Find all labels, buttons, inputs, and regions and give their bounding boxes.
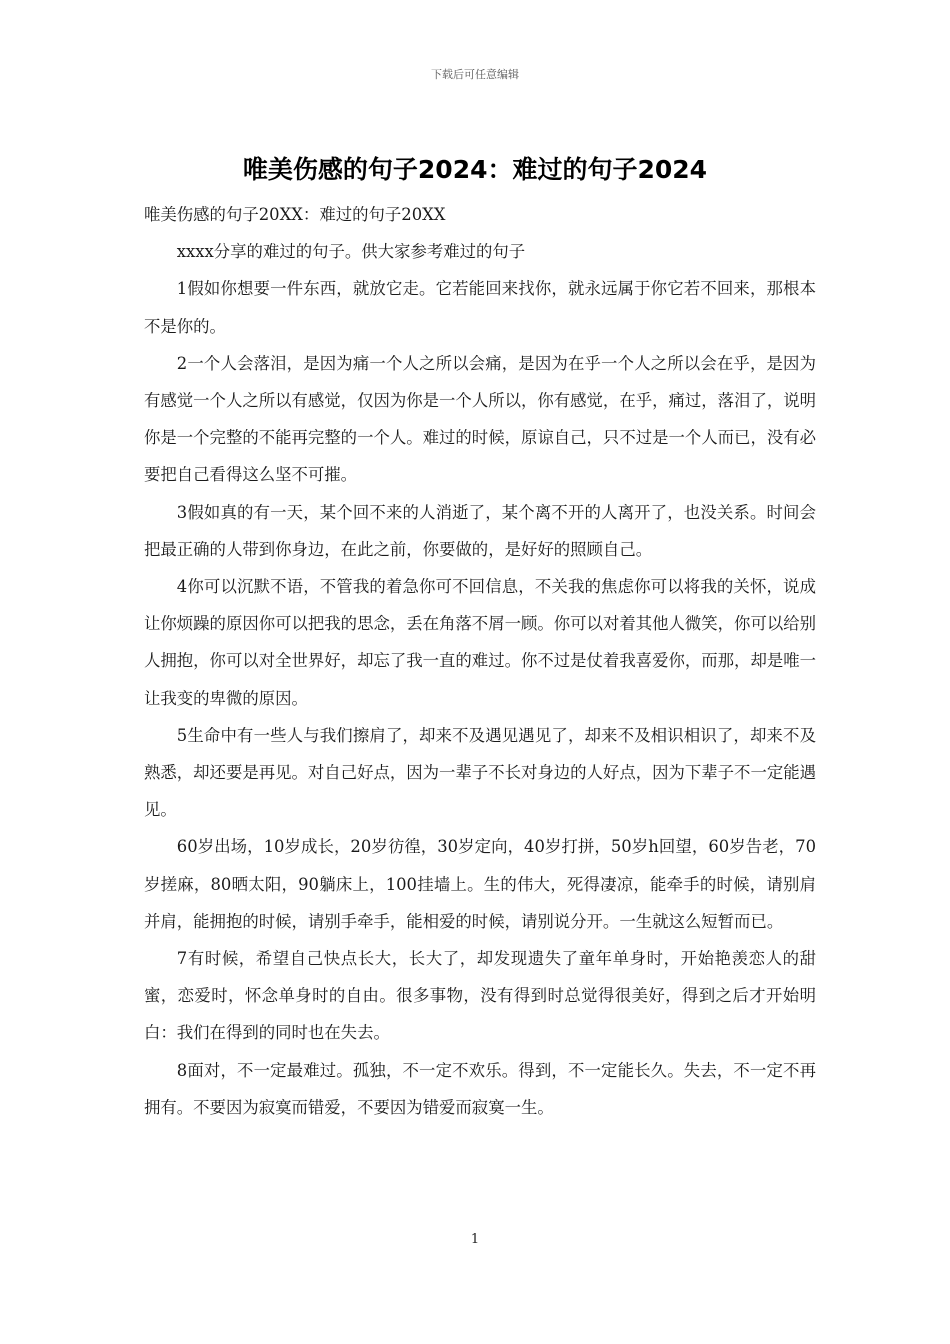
- page-number: 1: [470, 1232, 480, 1247]
- document-subtitle: 唯美伤感的句子20XX：难过的句子20XX: [144, 205, 446, 224]
- paragraph-4: 4你可以沉默不语，不管我的着急你可不回信息，不关我的焦虑你可以将我的关怀，说成让你烦躁的原因你可以把我的思念，丢在角落不屑一顾。你可以对着其他人微笑，你可以给别人拥抱，你可以对全世界好，却忘了我一直的难过。你不过是仗着我喜爱你，而那，却是唯一让我变的卑微的原因。: [144, 577, 817, 708]
- paragraph-8: 8面对，不一定最难过。孤独，不一定不欢乐。得到，不一定能长久。失去，不一定不再拥有。不要因为寂寞而错爱，不要因为错爱而寂寞一生。: [144, 1060, 816, 1117]
- paragraph-7: 7有时候，希望自己快点长大，长大了，却发现遗失了童年单身时，开始艳羡恋人的甜蜜，恋爱时，怀念单身时的自由。很多事物，没有得到时总觉得很美好，得到之后才开始明白：我们在得到的同时也在失去。: [144, 949, 816, 1043]
- page-header: 下载后可任意编辑: [431, 68, 519, 81]
- document-body: [144, 196, 816, 1126]
- paragraph-3: 3假如真的有一天，某个回不来的人消逝了，某个离不开的人离开了，也没关系。时间会把最正确的人带到你身边，在此之前，你要做的，是好好的照顾自己。: [144, 502, 816, 559]
- paragraph-5: 5生命中有一些人与我们擦肩了，却来不及遇见遇见了，却来不及相识相识了，却来不及熟悉，却还要是再见。对自己好点，因为一辈子不长对身边的人好点，因为下辈子不一定能遇见。: [144, 725, 817, 820]
- paragraph-6: 60岁出场，10岁成长，20岁彷徨，30岁定向，40岁打拼，50岁h回望，60岁告老，70岁搓麻，80晒太阳，90躺床上，100挂墙上。生的伟大，死得凄凉，能牵手的时候，请别肩并肩，能拥抱的时候，请别手牵手，能相爱的时候，请别说分开。一生就这么短暂而已。: [144, 837, 816, 931]
- paragraph-2: 2一个人会落泪，是因为痛一个人之所以会痛，是因为在乎一个人之所以会在乎，是因为有感觉一个人之所以有感觉，仅因为你是一个人所以，你有感觉，在乎，痛过，落泪了，说明你是一个完整的不能再完整的一个人。难过的时候，原谅自己，只不过是一个人而已，没有必要把自己看得这么坚不可摧。: [144, 353, 817, 485]
- intro-paragraph: xxxx分享的难过的句子。供大家参考难过的句子: [176, 242, 526, 262]
- document-title: 唯美伤感的句子2024：难过的句子2024: [242, 155, 708, 184]
- paragraph-1: 1假如你想要一件东西，就放它走。它若能回来找你，就永远属于你它若不回来，那根本不是你的。: [144, 279, 816, 336]
